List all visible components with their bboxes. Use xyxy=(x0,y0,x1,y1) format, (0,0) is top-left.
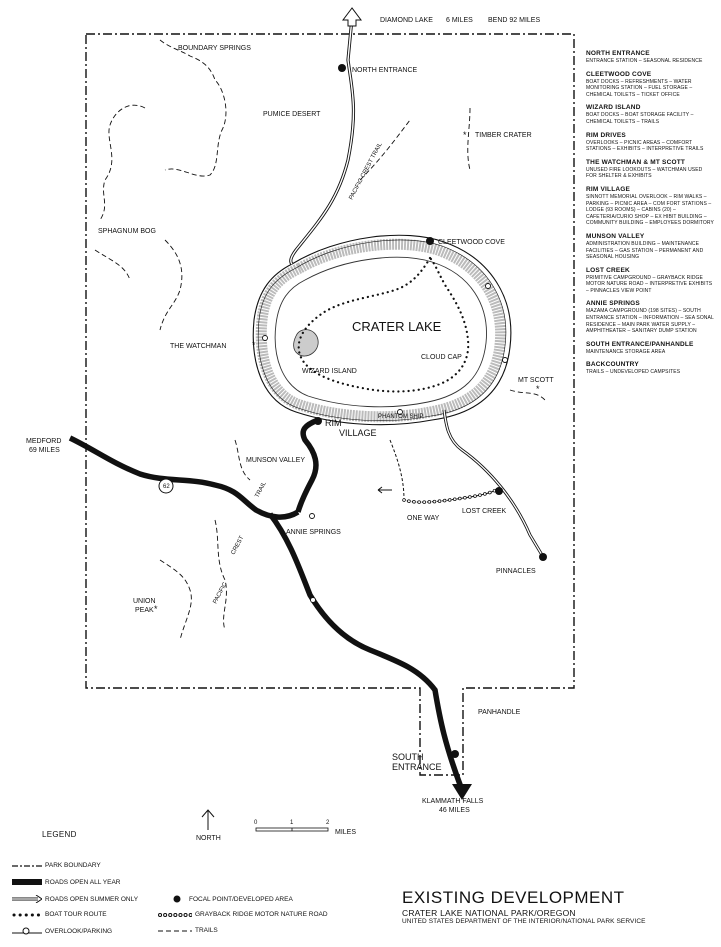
label-crater-lake: CRATER LAKE xyxy=(352,319,442,334)
rim-village-road xyxy=(298,420,318,512)
label-route-62: 62 xyxy=(163,484,170,490)
label-panhandle: PANHANDLE xyxy=(478,709,521,716)
label-south-entrance-1: SOUTH xyxy=(392,752,424,762)
label-diamond-lake: DIAMOND LAKE xyxy=(380,17,433,24)
medford-road xyxy=(70,438,298,517)
label-pacific: PACIFIC xyxy=(212,581,229,605)
label-phantom-ship: PHANTOM SHIP xyxy=(378,414,424,420)
label-union-peak-1: UNION xyxy=(133,598,156,605)
label-pacific-crest-trail-north: PACIFIC CREST TRAIL xyxy=(348,141,384,201)
grayback-symbol xyxy=(158,912,192,918)
timber-crater-marker: * xyxy=(463,130,467,140)
trails-symbol xyxy=(158,928,192,934)
label-mt-scott: MT SCOTT xyxy=(518,377,554,384)
label-trail: TRAIL xyxy=(254,481,268,499)
label-munson-valley: MUNSON VALLEY xyxy=(246,457,305,464)
legend-trails: TRAILS xyxy=(158,927,218,934)
map-subtitle: CRATER LAKE NATIONAL PARK/OREGON xyxy=(402,908,576,918)
road-all-year-symbol xyxy=(12,878,42,886)
focal-point-symbol xyxy=(172,895,186,903)
label-cloud-cap: CLOUD CAP xyxy=(421,354,462,361)
grayback-ridge-road xyxy=(390,440,496,502)
label-boundary-springs: BOUNDARY SPRINGS xyxy=(178,45,251,52)
legend-grayback: GRAYBACK RIDGE MOTOR NATURE ROAD xyxy=(158,911,328,918)
note-backcountry: BACKCOUNTRY TRAILS – UNDEVELOPED CAMPSITES xyxy=(586,361,681,376)
scale-bar xyxy=(256,828,328,831)
road-summer-symbol xyxy=(12,895,42,903)
union-peak-marker: * xyxy=(154,604,158,614)
label-scale-2: 2 xyxy=(326,820,330,826)
legend-roads-summer: ROADS OPEN SUMMER ONLY xyxy=(12,895,138,903)
map-agency: UNITED STATES DEPARTMENT OF THE INTERIOR/NATIONAL PARK SERVICE xyxy=(402,918,646,925)
label-crest: CREST xyxy=(230,535,246,556)
legend-overlook: OVERLOOK/PARKING xyxy=(12,927,112,935)
label-rim-village-2: VILLAGE xyxy=(339,428,377,438)
note-munson-valley: MUNSON VALLEY ADMINISTRATION BUILDING – MAINTENANCE FACILITIES – GAS STATION – PERMANENT AND SEASONAL HOUSING xyxy=(586,232,704,261)
legend-park-boundary: PARK BOUNDARY xyxy=(12,862,101,869)
one-way-arrow-icon xyxy=(378,487,392,493)
label-the-watchman: THE WATCHMAN xyxy=(170,343,227,350)
label-one-way: ONE WAY xyxy=(407,515,440,522)
north-entrance-road xyxy=(291,18,354,264)
note-rim-village: RIM VILLAGE SINNOTT MEMORIAL OVERLOOK – RIM WALKS – PARKING – PICNIC AREA – COM FORT STATIONS – LODGE (93 ROOMS) – CABINS (20) – CAFETERIA/CURIO SHOP – EX HIBIT BUILDING – COMMUNITY BUILDING – EMPLOYEES DORMITORY xyxy=(586,185,714,227)
label-sphagnum-bog: SPHAGNUM BOG xyxy=(98,228,156,235)
label-medford-miles: 69 MILES xyxy=(29,447,60,454)
label-annie-springs: ANNIE SPRINGS xyxy=(286,529,341,536)
label-north: NORTH xyxy=(196,835,221,842)
note-wizard-island: WIZARD ISLAND BOAT DOCKS – BOAT STORAGE FACILITY – CHEMICAL TOILETS – TRAILS xyxy=(586,104,694,125)
label-diamond-lake-miles: 6 MILES xyxy=(446,17,473,24)
note-north-entrance: NORTH ENTRANCE ENTRANCE STATION – SEASONAL RESIDENCE xyxy=(586,50,703,64)
label-south-entrance-2: ENTRANCE xyxy=(392,762,442,772)
label-wizard-island: WIZARD ISLAND xyxy=(302,368,357,375)
label-cleetwood-cove: CLEETWOOD COVE xyxy=(438,239,505,246)
overlook-symbol xyxy=(12,927,42,935)
development-notes xyxy=(586,50,714,382)
wizard-island xyxy=(294,330,319,356)
label-north-entrance: NORTH ENTRANCE xyxy=(352,67,418,74)
park-boundary-symbol xyxy=(12,863,42,869)
boat-tour-symbol xyxy=(12,912,42,918)
legend-focal-point: FOCAL POINT/DEVELOPED AREA xyxy=(172,895,293,903)
park-boundary xyxy=(86,34,574,775)
diamond-lake-arrow-icon xyxy=(343,8,361,26)
legend-boat-tour: BOAT TOUR ROUTE xyxy=(12,911,107,918)
label-scale-0: 0 xyxy=(254,820,258,826)
note-cleetwood-cove: CLEETWOOD COVE BOAT DOCKS – REFRESHMENTS – WATER MONITORING STATION – FUEL STORAGE – CHEMICAL TOILETS – TICKET OFFICE xyxy=(586,70,693,98)
label-union-peak-2: PEAK xyxy=(135,607,154,614)
mt-scott-marker: * xyxy=(536,384,540,394)
label-scale-unit: MILES xyxy=(335,829,357,836)
note-lost-creek: LOST CREEK PRIMITIVE CAMPGROUND – GRAYBACK RIDGE MOTOR NATURE ROAD – INTERPRETIVE EXHIBITS – PINNACLES VIEW POINT xyxy=(586,266,713,294)
note-rim-drives: RIM DRIVES OVERLOOKS – PICNIC AREAS – COMFORT STATIONS – EXHIBITS – INTERPRETIVE TRAILS xyxy=(586,131,704,153)
note-south-entrance: SOUTH ENTRANCE/PANHANDLE MAINTENANCE STORAGE AREA xyxy=(586,340,694,355)
legend-title: LEGEND xyxy=(42,830,77,839)
label-scale-1: 1 xyxy=(290,820,294,826)
note-annie-springs: ANNIE SPRINGS MAZAMA CAMPGROUND (198 SITES) – SOUTH ENTRANCE STATION – INFORMATION – SEA SONAL RESIDENCE – MAIN PARK WATER SUPPLY – AMPHITHEATER – SANITARY DUMP STATION xyxy=(586,300,714,335)
pinnacles-road xyxy=(444,410,545,560)
watchman-marker: * xyxy=(252,340,256,350)
label-pumice-desert: PUMICE DESERT xyxy=(263,111,321,118)
label-pinnacles: PINNACLES xyxy=(496,568,536,575)
note-watchman-mt-scott: THE WATCHMAN & MT SCOTT UNUSED FIRE LOOKOUTS – WATCHMAN USED FOR SHELTER & EXHIBITS xyxy=(586,158,703,180)
label-klamath-miles: 46 MILES xyxy=(439,807,470,814)
label-bend: BEND 92 MILES xyxy=(488,17,541,24)
label-klamath-falls: KLAMMATH FALLS xyxy=(422,798,484,805)
label-medford: MEDFORD xyxy=(26,438,62,445)
label-lost-creek: LOST CREEK xyxy=(462,508,507,515)
label-timber-crater: TIMBER CRATER xyxy=(475,132,532,139)
title-block xyxy=(402,888,702,925)
south-entrance-road xyxy=(270,514,462,790)
legend-roads-all-year: ROADS OPEN ALL YEAR xyxy=(12,878,121,886)
label-rim-village-1: RIM xyxy=(325,418,342,428)
north-arrow-icon xyxy=(202,810,214,830)
map-title: EXISTING DEVELOPMENT xyxy=(402,888,625,907)
